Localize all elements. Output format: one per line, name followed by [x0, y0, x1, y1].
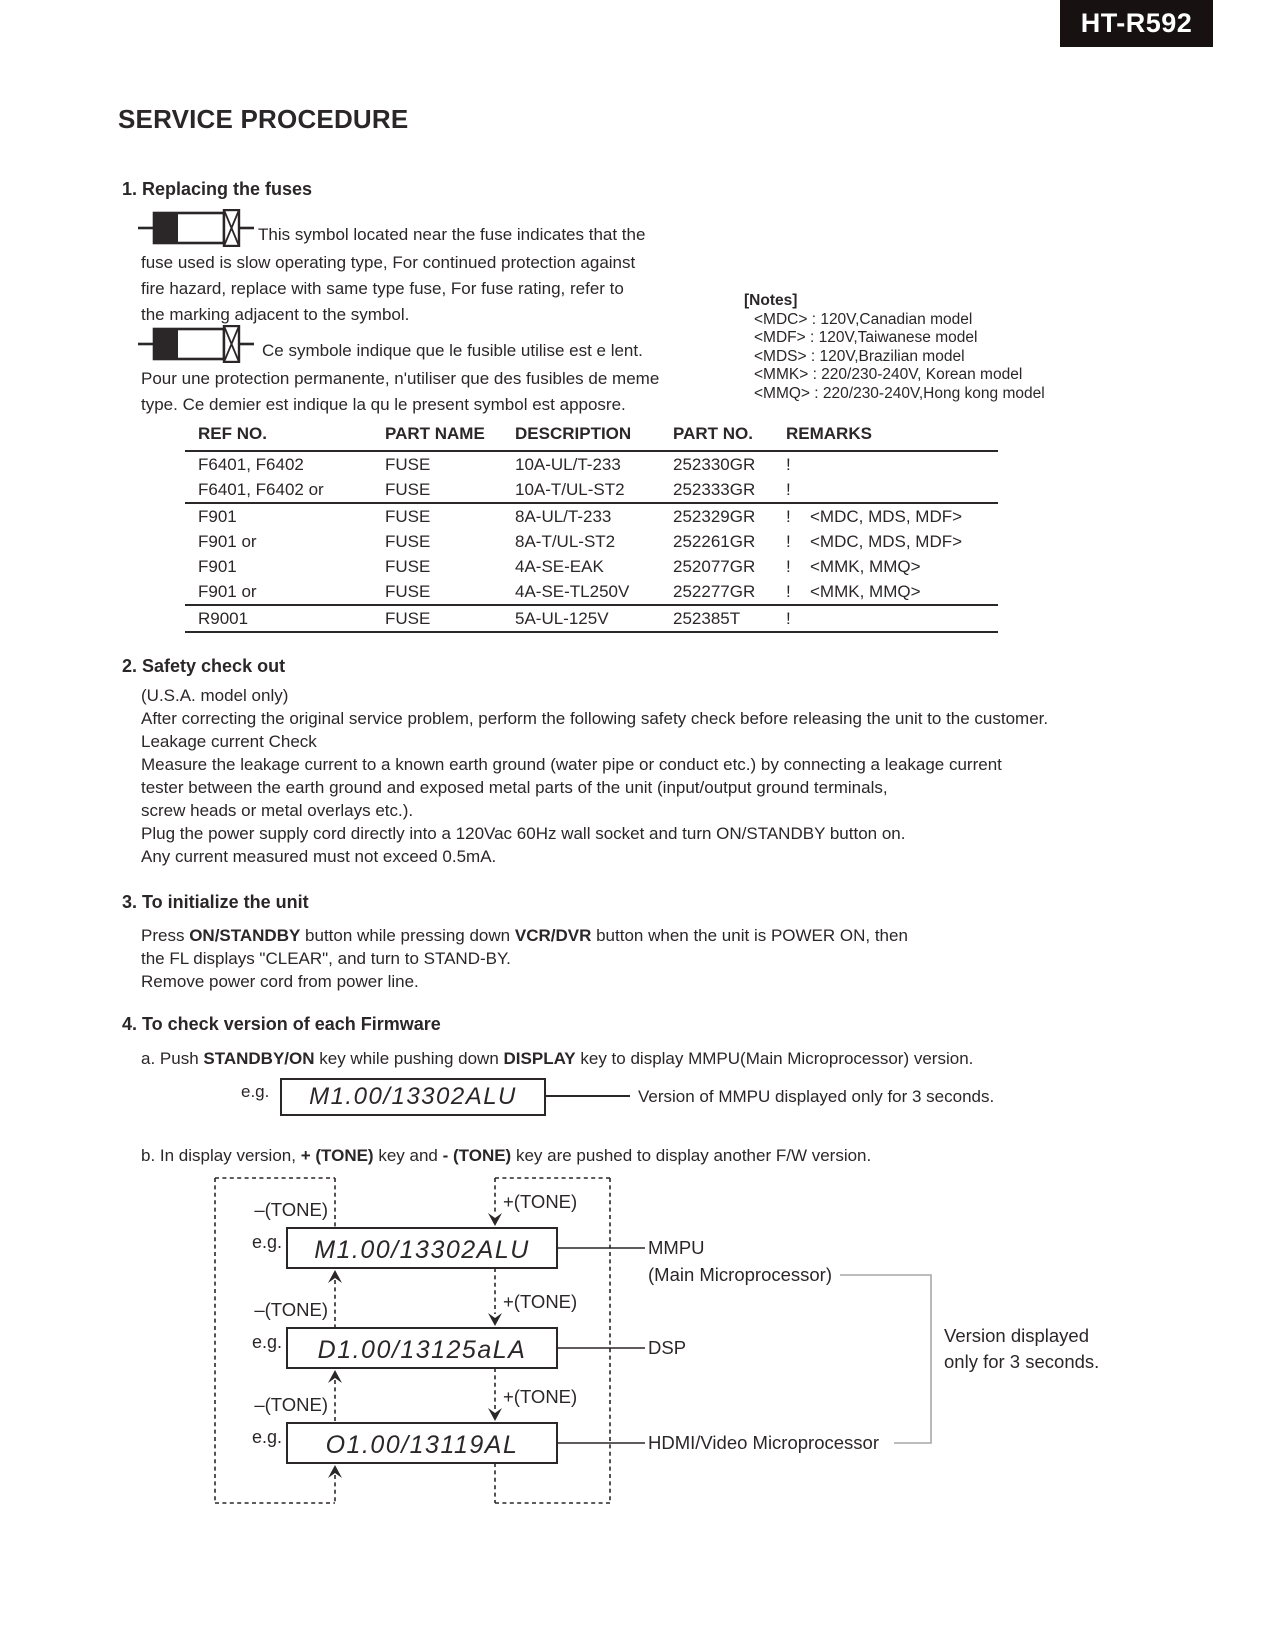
cell-name: FUSE [385, 506, 431, 526]
table-row [185, 579, 998, 605]
plus-tone-label: +(TONE) [503, 1191, 578, 1212]
note-item-mds: <MDS> : 120V,Brazilian model [754, 347, 965, 365]
fuse-table-header-row [185, 424, 998, 451]
cell-remarks [786, 579, 998, 605]
section2-body [141, 684, 1151, 868]
mmpu-label: MMPU [648, 1237, 705, 1258]
plus-tone-key-label: + (TONE) [300, 1146, 374, 1165]
cell-remarks [786, 503, 998, 529]
slow-blow-fuse-icon [138, 325, 254, 363]
fuse-text-en-line3: fire hazard, replace with same type fuse, For fuse rating, refer to [141, 279, 624, 298]
text-run: button while pressing down [300, 926, 515, 945]
section2-line: Leakage current Check [141, 732, 317, 751]
display-key-label: DISPLAY [503, 1049, 576, 1068]
cell-ref: F901 or [198, 531, 257, 551]
remark-models: <MDC, MDS, MDF> [810, 506, 963, 526]
fuse-text-fr-line3: type. Ce demier est indique la qu le present symbol est apposre. [141, 395, 626, 414]
col-header-part: PART NO. [673, 424, 786, 451]
remark-models: <MMK, MMQ> [810, 556, 921, 576]
col-header-desc: DESCRIPTION [515, 424, 673, 451]
table-row [185, 605, 998, 632]
fl-display-dsp-text: D1.00/13125aLA [317, 1336, 527, 1364]
down-arrow-icon [488, 1408, 502, 1421]
notes-heading: [Notes] [744, 292, 798, 309]
section2-line: tester between the earth ground and exposed metal parts of the unit (input/output ground terminals, [141, 778, 888, 797]
section2-line: (U.S.A. model only) [141, 686, 289, 705]
version-note-line1: Version displayed [944, 1325, 1090, 1346]
remark-mark: ! [786, 608, 791, 628]
text-run: b. In display version, [141, 1146, 301, 1165]
cell-part: 252329GR [673, 506, 756, 526]
cell-desc: 8A-UL/T-233 [515, 506, 612, 526]
version-note-line2: only for 3 seconds. [944, 1351, 1100, 1372]
cell-ref: F901 or [185, 579, 385, 605]
cell-desc: 10A-T/UL-ST2 [515, 477, 673, 503]
down-arrow-icon [488, 1213, 502, 1226]
text-run: a. Push [141, 1049, 204, 1068]
section3-body [141, 924, 1151, 993]
cell-name: FUSE [385, 556, 431, 576]
minus-tone-label: –(TONE) [254, 1299, 328, 1320]
text-run: button when the unit is POWER ON, then [591, 926, 908, 945]
fuse-text-en-line1: This symbol located near the fuse indicates that the [258, 225, 646, 244]
remark-models: <MDC, MDS, MDF> [810, 531, 963, 551]
page-title: SERVICE PROCEDURE [118, 104, 409, 134]
section3-line1 [141, 924, 1151, 947]
remark-mark: ! [786, 581, 791, 601]
section2-line: Plug the power supply cord directly into a 120Vac 60Hz wall socket and turn ON/STANDBY button on. [141, 824, 906, 843]
cell-part: 252330GR [673, 454, 756, 474]
on-standby-key-label: ON/STANDBY [189, 926, 301, 945]
cell-name: FUSE [385, 579, 515, 605]
remark-mark: ! [786, 556, 791, 576]
note-item-mmq: <MMQ> : 220/230-240V,Hong kong model [754, 384, 1045, 402]
section1-heading: 1. Replacing the fuses [122, 179, 313, 199]
text-run: Press [141, 926, 190, 945]
standby-on-key-label: STANDBY/ON [203, 1049, 315, 1068]
minus-tone-key-label: - (TONE) [442, 1146, 512, 1165]
cell-remarks [786, 477, 998, 503]
section3-line3: Remove power cord from power line. [141, 972, 419, 991]
cell-ref: F901 [198, 556, 237, 576]
firmware-version-diagram [190, 1170, 1170, 1520]
remark-mark: ! [786, 531, 791, 551]
slow-blow-fuse-icon [138, 209, 254, 247]
eg-label: e.g. [251, 1427, 282, 1447]
fuse-text-en-line4: the marking adjacent to the symbol. [141, 305, 410, 324]
cell-name: FUSE [385, 605, 515, 632]
section4-line-b [141, 1144, 1151, 1167]
fuse-text-en [141, 250, 781, 328]
fuse-text-en-line2: fuse used is slow operating type, For continued protection against [141, 253, 636, 272]
down-arrow-icon [488, 1313, 502, 1326]
version-note-bracket [840, 1275, 931, 1443]
cell-ref: F901 [198, 506, 237, 526]
text-run: key while pushing down [314, 1049, 504, 1068]
remark-mark: ! [786, 479, 791, 499]
table-row [185, 451, 998, 477]
cell-ref: R9001 [185, 605, 385, 632]
hdmi-label: HDMI/Video Microprocessor [648, 1432, 879, 1453]
callout-line [544, 1095, 630, 1097]
fl-display-hdmi-text: O1.00/13119AL [325, 1431, 519, 1459]
note-item-mmk: <MMK> : 220/230-240V, Korean model [754, 366, 1023, 384]
text-run: key and [373, 1146, 443, 1165]
col-header-ref: REF NO. [185, 424, 385, 451]
section2-line: Measure the leakage current to a known earth ground (water pipe or conduct etc.) by connecting a leakage current [141, 755, 1002, 774]
cell-name: FUSE [385, 454, 431, 474]
cell-name: FUSE [385, 477, 515, 503]
cell-remarks [786, 605, 998, 632]
cell-remarks [786, 451, 998, 477]
notes-block [744, 292, 1124, 404]
cell-desc: 4A-SE-TL250V [515, 579, 673, 605]
note-item-mdf: <MDF> : 120V,Taiwanese model [754, 329, 978, 347]
section2-heading: 2. Safety check out [122, 656, 286, 676]
cell-desc: 8A-T/UL-ST2 [515, 531, 616, 551]
remark-mark: ! [786, 454, 791, 474]
fl-display-mmpu-example: M1.00/13302ALU [280, 1078, 546, 1116]
text-run: key to display MMPU(Main Microprocessor) version. [575, 1049, 974, 1068]
vcr-dvr-key-label: VCR/DVR [514, 926, 592, 945]
fuse-table [185, 424, 998, 633]
cell-ref: F6401, F6402 or [185, 477, 385, 503]
note-item-mdc: <MDC> : 120V,Canadian model [754, 310, 973, 328]
mmpu-version-note: Version of MMPU displayed only for 3 seconds. [638, 1087, 995, 1106]
section4-heading: 4. To check version of each Firmware [122, 1014, 441, 1034]
minus-tone-label: –(TONE) [254, 1199, 328, 1220]
cell-part: 252261GR [673, 531, 756, 551]
text-run: key are pushed to display another F/W version. [511, 1146, 872, 1165]
model-badge: HT-R592 [1060, 0, 1213, 47]
eg-label: e.g. [251, 1232, 282, 1252]
col-header-name: PART NAME [385, 424, 515, 451]
section4-line-a [141, 1047, 1151, 1070]
eg-label: e.g. [251, 1332, 282, 1352]
section3-heading: 3. To initialize the unit [122, 892, 309, 912]
section3-line2: the FL displays "CLEAR", and turn to STAND-BY. [141, 949, 511, 968]
cell-ref: F6401, F6402 [198, 454, 304, 474]
dsp-label: DSP [648, 1337, 687, 1358]
minus-tone-label: –(TONE) [254, 1394, 328, 1415]
fuse-text-fr-line2: Pour une protection permanente, n'utiliser que des fusibles de meme [141, 369, 660, 388]
cell-part: 252333GR [673, 477, 786, 503]
col-header-remarks: REMARKS [786, 424, 998, 451]
table-row [185, 529, 998, 554]
cell-desc: 10A-UL/T-233 [515, 454, 621, 474]
remark-models: <MMK, MMQ> [810, 581, 921, 601]
table-row [185, 503, 998, 529]
fl-display-mmpu-text: M1.00/13302ALU [314, 1236, 530, 1264]
table-row [185, 477, 998, 503]
eg-label: e.g. [241, 1082, 270, 1101]
plus-tone-label: +(TONE) [503, 1386, 578, 1407]
mmpu-sublabel: (Main Microprocessor) [648, 1264, 833, 1285]
plus-tone-label: +(TONE) [503, 1291, 578, 1312]
section2-line: After correcting the original service problem, perform the following safety check before releasing the unit to the customer. [141, 709, 1049, 728]
fuse-text-fr [141, 366, 801, 418]
cell-desc: 5A-UL-125V [515, 605, 673, 632]
fuse-text-fr-line1: Ce symbole indique que le fusible utilise est e lent. [262, 341, 643, 360]
cell-part: 252277GR [673, 579, 786, 605]
cell-remarks [786, 554, 998, 579]
section2-line: Any current measured must not exceed 0.5mA. [141, 847, 497, 866]
cell-part: 252385T [673, 605, 786, 632]
cell-part: 252077GR [673, 556, 756, 576]
cell-remarks [786, 529, 998, 554]
section2-line: screw heads or metal overlays etc.). [141, 801, 414, 820]
table-row [185, 554, 998, 579]
remark-mark: ! [786, 506, 791, 526]
cell-desc: 4A-SE-EAK [515, 556, 604, 576]
cell-name: FUSE [385, 531, 431, 551]
